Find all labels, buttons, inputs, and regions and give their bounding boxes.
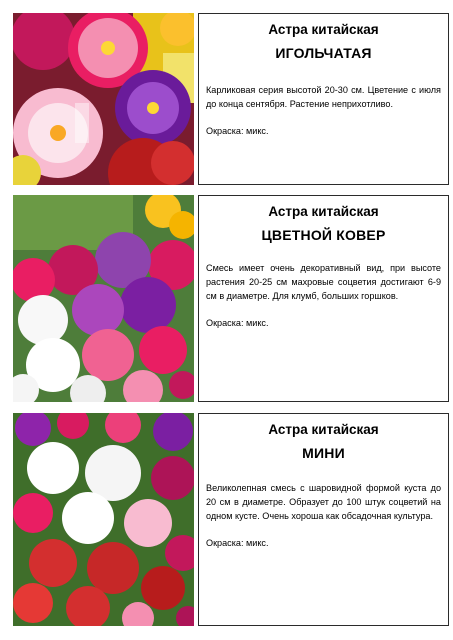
- product-variety: МИНИ: [302, 445, 345, 461]
- product-card-1: [198, 13, 449, 185]
- color-carpet-aster-photo: [13, 195, 194, 402]
- product-row-2: [13, 195, 441, 402]
- product-title: Астра китайская: [268, 204, 379, 219]
- product-row-1: [13, 13, 441, 185]
- product-card-2: [198, 195, 449, 402]
- product-color: Окраска: микс.: [206, 538, 269, 548]
- mini-aster-photo: [13, 413, 194, 626]
- product-variety: ЦВЕТНОЙ КОВЕР: [261, 227, 386, 243]
- product-description: Смесь имеет очень декоративный вид, при высоте растения 20-25 см махровые соцветия достигают 6-9 см в диаметре. Для клумб, больших горшков.: [206, 263, 441, 301]
- product-variety: ИГОЛЬЧАТАЯ: [275, 45, 372, 61]
- product-title: Астра китайская: [268, 22, 379, 37]
- product-card-3: [198, 413, 449, 626]
- product-color: Окраска: микс.: [206, 126, 269, 136]
- product-title: Астра китайская: [268, 422, 379, 437]
- product-description: Великолепная смесь с шаровидной формой куста до 20 см в диаметре. Образует до 100 штук соцветий на одном кусте. Очень хороша как обсадочная культура.: [206, 483, 441, 521]
- product-color: Окраска: микс.: [206, 318, 269, 328]
- product-row-3: [13, 413, 441, 626]
- product-description: Карликовая серия высотой 20-30 см. Цветение с июля до конца сентября. Растение неприхотливо.: [206, 85, 441, 109]
- needle-aster-photo: [13, 13, 194, 185]
